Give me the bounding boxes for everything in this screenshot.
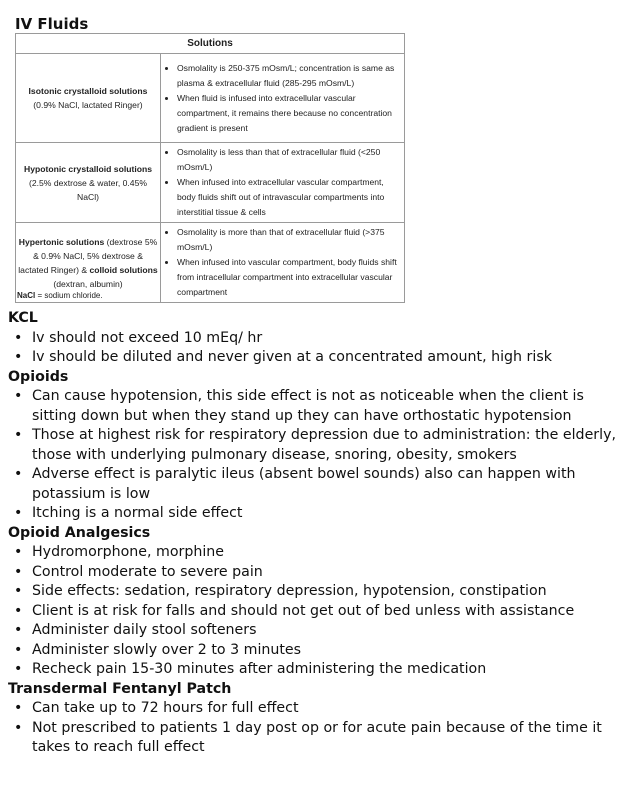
table-header: Solutions: [16, 34, 405, 54]
solution-name: Hypotonic crystalloid solutions: [24, 163, 152, 174]
kcl-heading: KCL: [8, 310, 38, 326]
iv-solutions-table: [15, 33, 405, 303]
table-row: [16, 143, 405, 223]
list-item: • Osmolality is more than that of extracellular fluid (>375 mOsm/L): [177, 225, 400, 255]
solution-name-sub: (2.5% dextrose & water, 0.45% NaCl): [29, 177, 147, 202]
opioids-list: [8, 387, 632, 524]
fentanyl-patch-heading: Transdermal Fentanyl Patch: [8, 680, 232, 697]
solution-name: Hypertonic solutions: [18, 236, 105, 247]
table-row: [16, 54, 405, 143]
list-item: • Iv should be diluted and never given at a concentrated amount, high risk: [8, 348, 632, 368]
solution-name-colloid: colloid solutions: [89, 264, 158, 275]
opioid-analgesics-heading: Opioid Analgesics: [8, 524, 151, 541]
list-item: • Can cause hypotension, this side effect is not as noticeable when the client is sitting down but when they stand up they can have orthostatic hypotension: [8, 387, 632, 426]
list-item: • Administer slowly over 2 to 3 minutes: [8, 641, 632, 661]
list-item: • Osmolality is less than that of extracellular fluid (<250 mOsm/L): [177, 145, 400, 175]
list-item: • Those at highest risk for respiratory depression due to administration: the elderly, those with underlying pulmonary disease, snoring, obesity, smokers: [8, 426, 632, 465]
list-item: • Hydromorphone, morphine: [8, 543, 632, 563]
solution-name-cell: [16, 143, 161, 223]
footnote-term: NaCl: [17, 291, 36, 300]
opioid-analgesics-list: [8, 543, 632, 680]
solution-name-sub: (dextran, albumin): [53, 278, 123, 289]
table-footnote: [17, 291, 103, 300]
list-item: • Client is at risk for falls and should not get out of bed unless with assistance: [8, 602, 632, 622]
notes-body: [8, 309, 632, 758]
solution-desc-cell: [161, 143, 405, 223]
list-item: • When infused into extracellular vascular compartment, body fluids shift out of intravascular compartments into interstitial tissue & cells: [177, 175, 400, 220]
list-item: • Itching is a normal side effect: [8, 504, 632, 524]
opioids-heading: Opioids: [8, 368, 69, 385]
kcl-list: [8, 329, 632, 368]
list-item: • Osmolality is 250-375 mOsm/L; concentration is same as plasma & extracellular fluid (285-295 mOsm/L): [177, 61, 400, 91]
list-item: • When fluid is infused into extracellular vascular compartment, it remains there because no concentration gradient is present: [177, 91, 400, 136]
list-item: • Iv should not exceed 10 mEq/ hr: [8, 329, 632, 349]
list-item: • Adverse effect is paralytic ileus (absent bowel sounds) also can happen with potassium is low: [8, 465, 632, 504]
solution-name-sub: (dextrose 5% & 0.9% NaCl, 5% dextrose & lactated Ringer) &: [18, 236, 158, 275]
solution-name: Isotonic crystalloid solutions: [28, 86, 148, 96]
list-item: • Control moderate to severe pain: [8, 563, 632, 583]
list-item: • When infused into vascular compartment, body fluids shift from intracellular compartment into extracellular vascular compartment: [177, 255, 400, 300]
list-item: • Can take up to 72 hours for full effect: [8, 699, 632, 719]
list-item: • Recheck pain 15-30 minutes after administering the medication: [8, 660, 632, 680]
solution-desc-cell: [161, 54, 405, 143]
footnote-text: = sodium chloride.: [35, 291, 103, 300]
iv-fluids-heading: IV Fluids: [15, 15, 89, 33]
list-item: • Not prescribed to patients 1 day post op or for acute pain because of the time it takes to reach full effect: [8, 719, 632, 758]
fentanyl-patch-list: [8, 699, 632, 758]
solution-desc-cell: [161, 223, 405, 303]
solution-name-cell: [16, 54, 161, 143]
list-item: • Administer daily stool softeners: [8, 621, 632, 641]
solution-name-sub: (0.9% NaCl, lactated Ringer): [33, 100, 143, 110]
list-item: • Side effects: sedation, respiratory depression, hypotension, constipation: [8, 582, 632, 602]
